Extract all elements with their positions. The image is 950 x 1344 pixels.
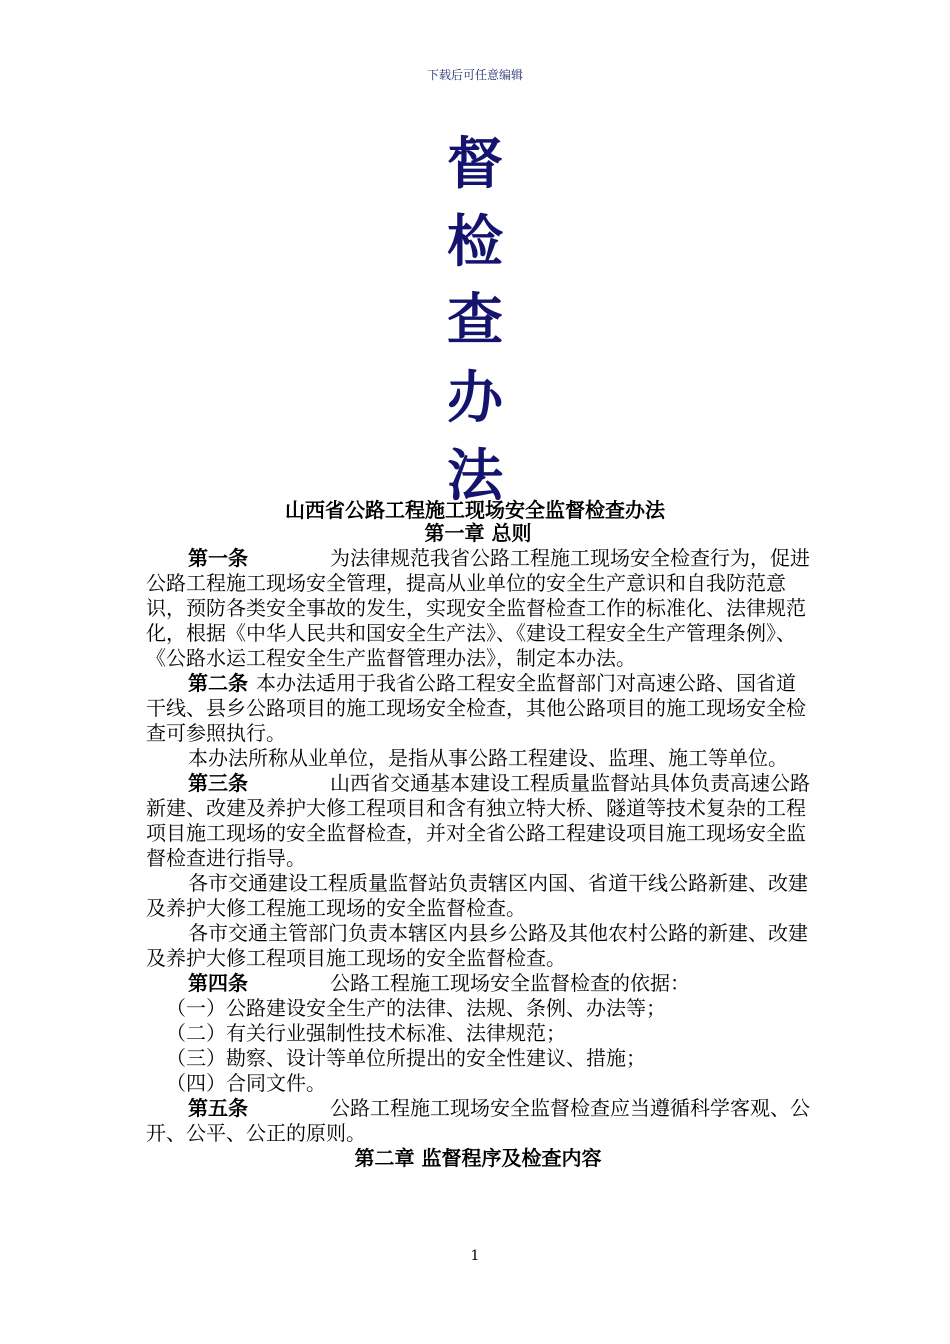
big-title-char: 督 xyxy=(447,132,503,197)
document-title: 山西省公路工程施工现场安全监督检查办法 xyxy=(285,498,665,522)
big-title-char: 办 xyxy=(447,366,503,431)
article-paragraph xyxy=(146,671,810,746)
big-title-char: 查 xyxy=(447,288,503,353)
list-item: （四）合同文件。 xyxy=(166,1071,326,1095)
article-paragraph xyxy=(146,771,810,871)
article-text: 山西省交通基本建设工程质量监督站具体负责高速公路新建、改建及养护大修工程项目和含有独立特大桥、隧道等技术复杂的工程项目施工现场的安全监督检查，并对全省公路工程建设项目施工现场安全监督检查进行指导。 xyxy=(146,771,810,870)
article-text: 公路工程施工现场安全监督检查应当遵循科学客观、公开、公平、公正的原则。 xyxy=(146,1096,810,1145)
article-label: 第二条 xyxy=(188,671,248,695)
big-title-char: 检 xyxy=(447,210,503,275)
article-paragraph xyxy=(146,1096,810,1146)
paragraph: 各市交通建设工程质量监督站负责辖区内国、省道干线公路新建、改建及养护大修工程施工现场的安全监督检查。 xyxy=(146,871,808,920)
paragraph: 各市交通主管部门负责本辖区内县乡公路及其他农村公路的新建、改建及养护大修工程项目施工现场的安全监督检查。 xyxy=(146,921,808,970)
article-paragraph xyxy=(146,546,810,671)
article-label: 第三条 xyxy=(188,771,248,795)
article-text: 本办法适用于我省公路工程安全监督部门对高速公路、国省道干线、县乡公路项目的施工现场安全检查，其他公路项目的施工现场安全检查可参照执行。 xyxy=(146,671,806,745)
big-vertical-title xyxy=(0,126,950,516)
header-note: 下载后可任意编辑 xyxy=(426,68,523,82)
chapter-heading: 第二章 监督程序及检查内容 xyxy=(354,1146,602,1170)
list-item: （三）勘察、设计等单位所提出的安全性建议、措施； xyxy=(166,1046,646,1070)
article-label: 第一条 xyxy=(188,546,248,570)
article-label: 第五条 xyxy=(188,1096,248,1120)
chapter-heading: 第一章 总则 xyxy=(424,521,532,545)
article-paragraph xyxy=(146,971,810,996)
paragraph: 本办法所称从业单位，是指从事公路工程建设、监理、施工等单位。 xyxy=(188,746,788,770)
page-number: 1 xyxy=(470,1248,480,1264)
list-item: （一）公路建设安全生产的法律、法规、条例、办法等； xyxy=(166,996,666,1020)
big-title-char: 法 xyxy=(447,444,503,509)
article-label: 第四条 xyxy=(188,971,248,995)
list-item: （二）有关行业强制性技术标准、法律规范； xyxy=(166,1021,566,1045)
article-text: 公路工程施工现场安全监督检查的依据： xyxy=(330,971,690,995)
document-body xyxy=(146,521,810,1171)
article-text: 为法律规范我省公路工程施工现场安全检查行为，促进公路工程施工现场安全管理，提高从业单位的安全生产意识和自我防范意识，预防各类安全事故的发生，实现安全监督检查工作的标准化、法律规范化，根据《中华人民共和国安全生产法》、《建设工程安全生产管理条例》、《公路水运工程安全生产监督管理办法》，制定本办法。 xyxy=(146,546,810,670)
